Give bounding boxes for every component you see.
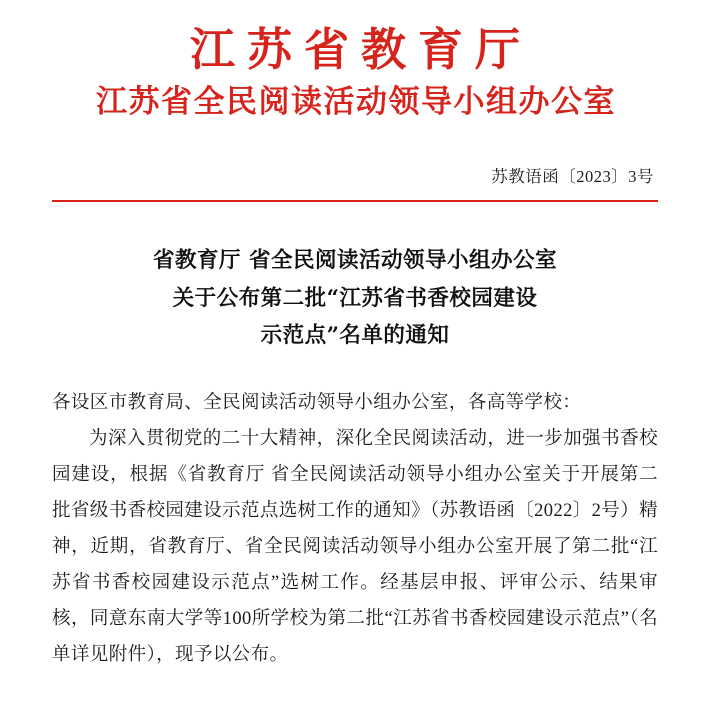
masthead-issuer-secondary: 江苏省全民阅读活动领导小组办公室 [96, 84, 616, 121]
page-title [52, 242, 658, 355]
body-paragraph-1: 为深入贯彻党的二十大精神，深化全民阅读活动，进一步加强书香校园建设，根据《省教育厅 省全民阅读活动领导小组办公室关于开展第二批省级书香校园建设示范点选树工作的通知》（苏教语函〔2022〕2号）精神，近期，省教育厅、省全民阅读活动领导小组办公室开展了第二批“江苏省书香校园建设示范点”选树工作。经基层申报、评审公示、结果审核，同意东南大学等100所学校为第二批“江苏省书香校园建设示范点”（名单详见附件），现予以公布。 [52, 428, 659, 666]
page-title-line-3: 示范点”名单的通知 [260, 323, 450, 349]
masthead-issuer-primary: 江苏省教育厅 [189, 23, 532, 76]
salutation: 各设区市教育局、全民阅读活动领导小组办公室，各高等学校： [52, 392, 582, 413]
document-number: 苏教语函〔2023〕3号 [491, 166, 654, 186]
red-divider-rule [52, 200, 658, 203]
masthead [52, 0, 658, 123]
page-title-line-2: 关于公布第二批“江苏省书香校园建设 [172, 285, 538, 311]
page-title-line-1: 省教育厅 省全民阅读活动领导小组办公室 [153, 248, 557, 274]
document-body [52, 385, 658, 674]
